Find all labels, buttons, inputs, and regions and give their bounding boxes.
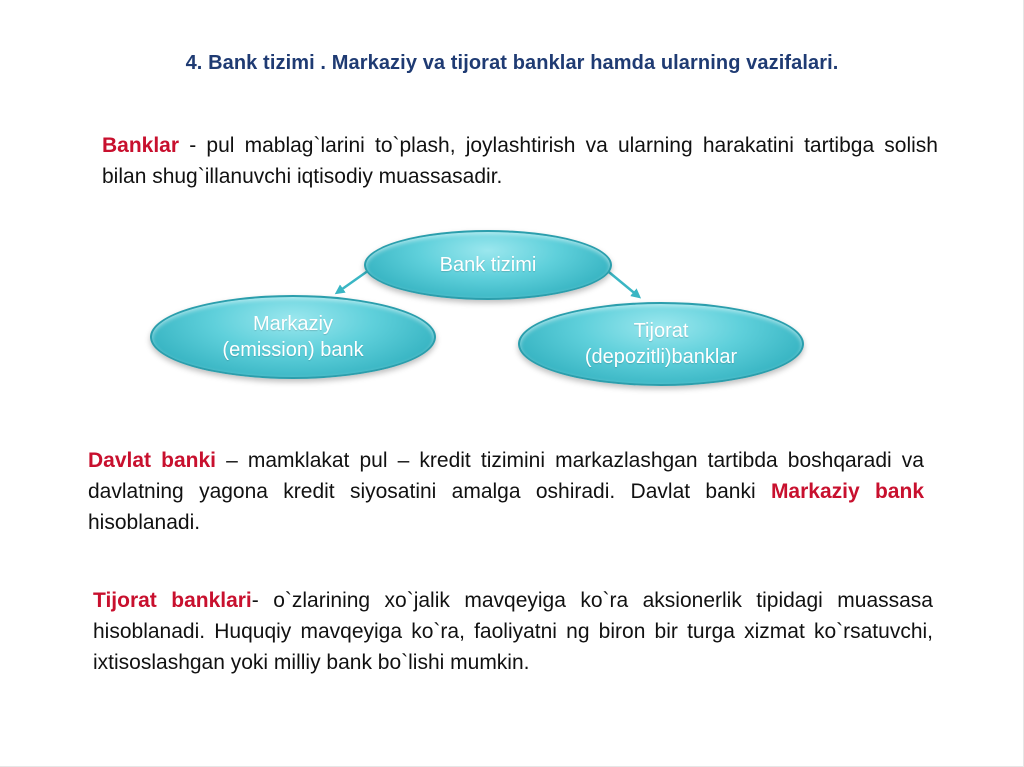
slide-title: 4. Bank tizimi . Markaziy va tijorat banklar hamda ularning vazifalari. — [185, 52, 839, 74]
bank-tizimi-label: Bank tizimi — [439, 254, 537, 276]
tijorat-banklari-definition — [93, 585, 933, 678]
markaziy-bank-node — [150, 295, 436, 379]
davlat-banki-text-end: hisoblanadi. — [88, 511, 201, 534]
markaziy-line2: (emission) bank — [222, 339, 364, 361]
davlat-banki-definition — [88, 445, 924, 538]
banklar-text: - pul mablag`larini to`plash, joylashtirish va ularning harakatini tartibga solish bilan shug`illanuvchi iqtisodiy muassasadir. — [102, 134, 938, 188]
tijorat-banklar-node — [518, 302, 804, 386]
tijorat-banklari-text: - o`zlarining xo`jalik mavqeyiga ko`ra aksionerlik tipidagi muassasa hisoblanadi. Huquqiy mavqeyiga ko`ra, faoliyatni ng biron bir turga xizmat ko`rsatuvchi, ixtisoslashgan yoki milliy bank bo`lishi mumkin. — [93, 589, 933, 674]
markaziy-bank-highlight: Markaziy bank — [770, 480, 924, 503]
banklar-definition — [102, 130, 938, 192]
tijorat-line1: Tijorat — [633, 320, 689, 342]
tijorat-line2: (depozitli)banklar — [584, 346, 738, 368]
davlat-banki-text: – mamklakat pul – kredit tizimini markazlashgan tartibda boshqaradi va davlatning yagona kredit siyosatini amalga oshiradi. Davlat banki — [88, 449, 924, 503]
bank-tizimi-node — [364, 230, 612, 300]
davlat-banki-term: Davlat banki — [88, 449, 216, 472]
tijorat-banklar-label — [585, 318, 737, 370]
banklar-term: Banklar — [102, 134, 180, 157]
markaziy-line1: Markaziy — [252, 313, 333, 335]
tijorat-banklari-term: Tijorat banklari — [93, 589, 252, 612]
markaziy-bank-label — [222, 311, 363, 363]
